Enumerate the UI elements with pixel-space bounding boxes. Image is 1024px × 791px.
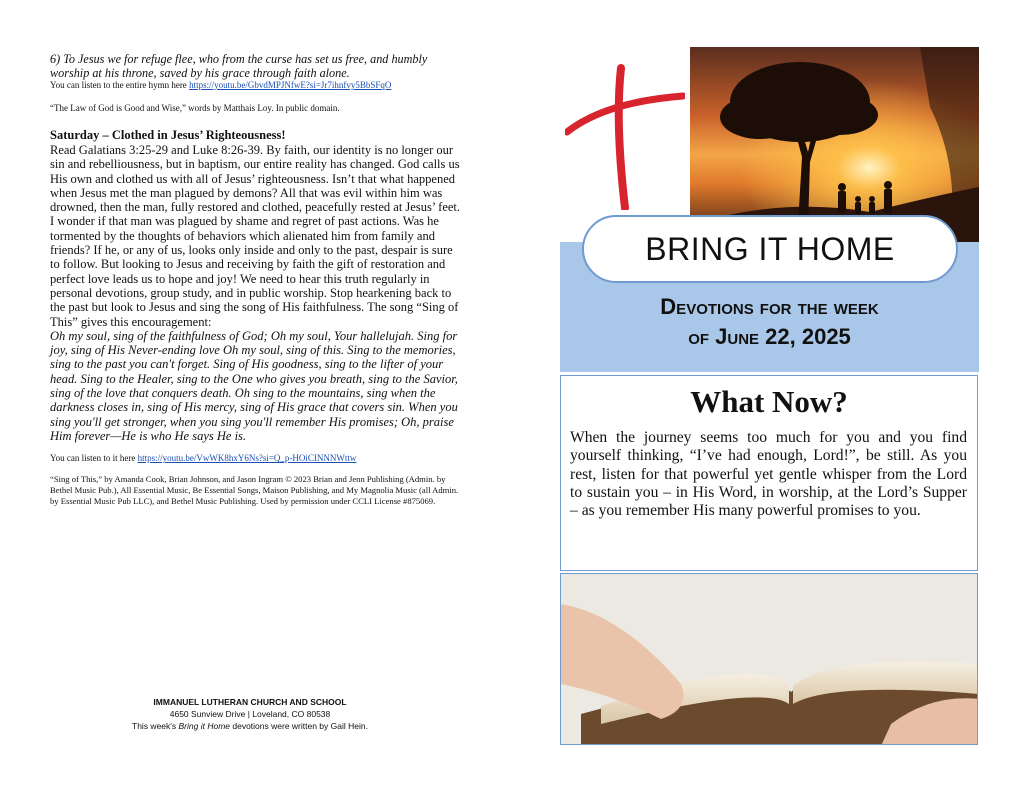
what-now-text: When the journey seems too much for you and you find yourself thinking, “I’ve had enough, Lord!”, be still. As you rest, listen for that powerful yet gentle whisper from the Lord to sustain you – in His Word, in worship, at the Lord’s Supper – as you remember His many powerful promises to you. xyxy=(570,429,967,520)
listen-song-prefix: You can listen to it here xyxy=(50,453,138,464)
sunset-family-photo xyxy=(690,47,979,242)
what-now-box xyxy=(560,375,978,571)
open-bible-image xyxy=(561,574,978,745)
listen-hymn-line xyxy=(50,80,462,91)
author-credit-suffix: devotions were written by Gail Hein. xyxy=(230,721,368,731)
hymn-verse-6: 6) To Jesus we for refuge flee, who from the curse has set us free, and humbly worship at his throne, saved by his grace through faith alone. xyxy=(50,52,428,80)
hymn-youtube-link[interactable]: https://youtu.be/GbvdMPJNfwE?si=Jr7ihnfvy5BbSFqO xyxy=(189,80,392,90)
left-column xyxy=(50,52,462,507)
red-cross-icon xyxy=(565,62,685,210)
sing-of-this-credit: “Sing of This,” by Amanda Cook, Brian Johnson, and Jason Ingram © 2023 Brian and Jenn Publishing (Admin. by Bethel Music Pub.), All Essential Music, Be Essential Songs, Maison Publishing, and My Magnolia Music (all Admin. by Essential Music Pub LLC), and Bethel Music Publishing. Used by permission under CCLI License #875069. xyxy=(50,474,459,506)
saturday-body: Read Galatians 3:25-29 and Luke 8:26-39. By faith, our identity is no longer our sin and rebelliousness, but in baptism, our entire reality has changed. God calls us His own and clothed us with all of Jesus’ righteousness. Isn’t that what happened when Jesus met the man plagued by demons? All that was evil within him was drowned, then the man, fully restored and clothed, peacefully rested at Jesus’ feet. I wonder if that man was plagued by shame and regret of past actions. Was he tormented by the thoughts of behaviors which alienated him from family and friends? If he, or any of us, looks only inside and only to the past, despair is sure to follow. But looking to Jesus and receiving by faith the gift of restoration and perfect love leads us to hope and joy! We need to hear this truth regularly in personal devotions, group study, and in public worship. Stop hearkening back to the past but look to Jesus and sing the song of His faithfulness. The song “Sing of This” gives this encouragement: xyxy=(50,143,461,329)
listen-hymn-prefix: You can listen to the entire hymn here xyxy=(50,80,190,90)
church-footer xyxy=(100,696,400,732)
title-pill xyxy=(582,215,958,283)
author-credit-prefix: This week's xyxy=(132,721,179,731)
saturday-heading: Saturday – Clothed in Jesus’ Righteousness! xyxy=(50,128,286,142)
church-name: IMMANUEL LUTHERAN CHURCH AND SCHOOL xyxy=(153,697,347,707)
bring-it-home-title: BRING IT HOME xyxy=(645,230,895,267)
subtitle-block xyxy=(560,292,979,352)
church-address: 4650 Sunview Drive | Loveland, CO 80538 xyxy=(169,709,331,719)
author-credit-title: Bring it Home xyxy=(178,721,231,731)
law-of-god-credit: “The Law of God is Good and Wise,” words by Matthais Loy. In public domain. xyxy=(50,103,340,113)
open-bible-photo xyxy=(560,573,978,745)
song-lyrics: Oh my soul, sing of the faithfulness of God; Oh my soul, Your hallelujah. Sing for joy, sing of His Never-ending love Oh my soul, sing of this. Sing to the memories, sing to the past you can't forget. Sing of His goodness, sing to the lifter of your head. Sing to the Healer, sing to the One who gives you breath, sing to the Savior, sing of the love that conquers death. Oh sing to the mountains, sing when the darkness closes in, sing of His mercy, sing of His grace that covers sin. When you sing you'll get stronger, when you sing you'll remember His promises; Oh, praise Him forever—He is who He says He is. xyxy=(50,328,458,443)
what-now-title: What Now? xyxy=(690,384,848,419)
song-youtube-link[interactable]: https://youtu.be/VwWK8hxY6Ns?si=Q_p-HOiCINNNWttw xyxy=(137,453,357,464)
devotion-author-credit xyxy=(100,720,400,732)
subtitle-line-2: of June 22, 2025 xyxy=(688,324,851,349)
listen-song-line xyxy=(50,453,462,464)
subtitle-line-1: Devotions for the week xyxy=(660,294,879,319)
sunset-silhouette-image xyxy=(690,47,979,242)
